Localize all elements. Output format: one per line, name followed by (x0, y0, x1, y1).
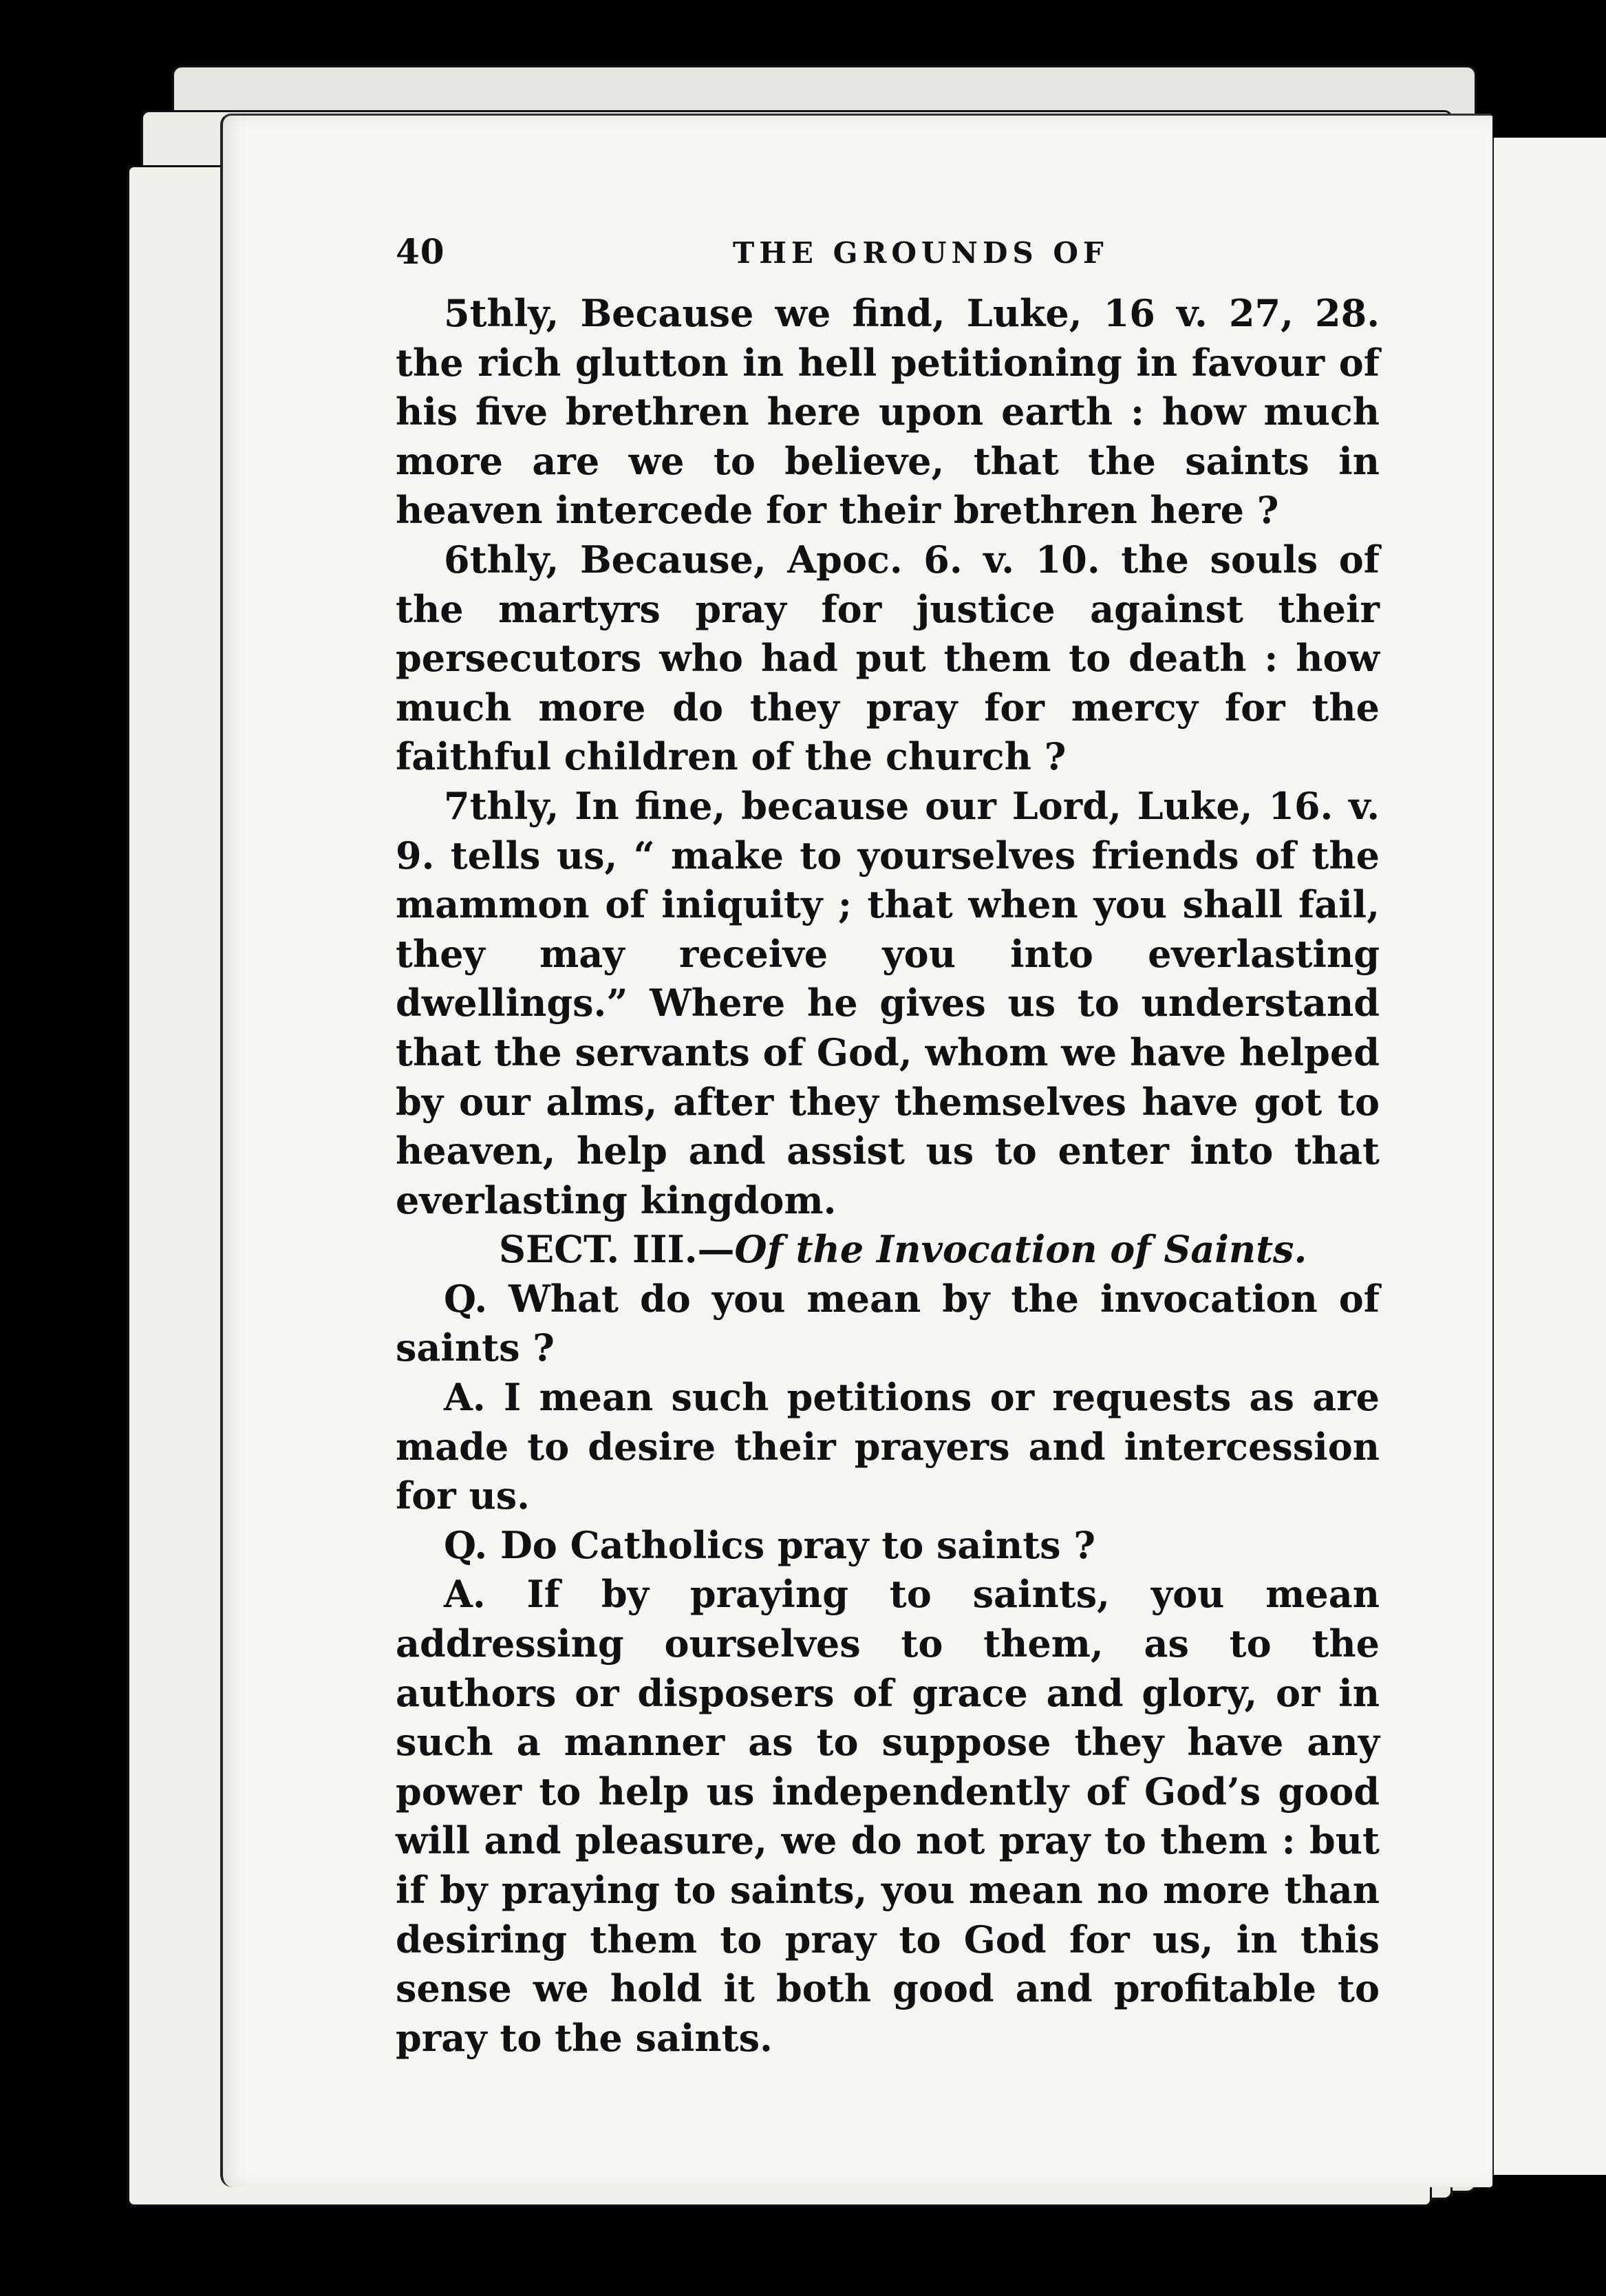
section-heading (396, 1225, 1380, 1275)
section-title: Of the Invocation of Saints. (734, 1227, 1307, 1272)
page-text (396, 227, 1380, 2063)
question-pray-to-saints: Q. Do Catholics pray to saints ? (444, 1522, 1095, 1567)
running-header (396, 227, 1380, 289)
facing-page (1490, 138, 1606, 2175)
section-label: SECT. III.— (499, 1227, 735, 1272)
paragraph-fifthly: 5thly, Because we find, Luke, 16 v. 27, 28. the rich glutton in hell petitioning in favour of his five brethren here upon earth : how much more are we to believe, that the saints in heaven intercede for their brethren here ? (396, 291, 1380, 533)
answer-invocation: A. I mean such petitions or requests as are made to desire their prayers and intercession for us. (396, 1375, 1380, 1518)
paragraph-seventhly: 7thly, In fine, because our Lord, Luke, 16. v. 9. tells us, “ make to yourselves friends of the mammon of iniquity ; that when you shall fail, they may receive you into everlasting dwellings.” Where he gives us to understand that the servants of God, whom we have helped by our alms, after they themselves have got to heaven, help and assist us to enter into that everlasting kingdom. (396, 783, 1380, 1222)
answer-pray-to-saints: A. If by praying to saints, you mean addressing ourselves to them, as to the authors or disposers of grace and glory, or in such a manner as to suppose they have any power to help us independently of God’s good will and pleasure, we do not pray to them : but if by praying to saints, you mean no more than desiring them to pray to God for us, in this sense we hold it both good and profitable to pray to the saints. (396, 1572, 1380, 2060)
paragraph-sixthly: 6thly, Because, Apoc. 6. v. 10. the souls of the martyrs pray for justice against their persecutors who had put them to death : how much more do they pray for mercy for the faithful children of the church ? (396, 537, 1380, 779)
question-invocation: Q. What do you mean by the invocation of saints ? (396, 1276, 1380, 1370)
page-number: 40 (396, 231, 445, 272)
running-head-title: THE GROUNDS OF (733, 236, 1109, 270)
